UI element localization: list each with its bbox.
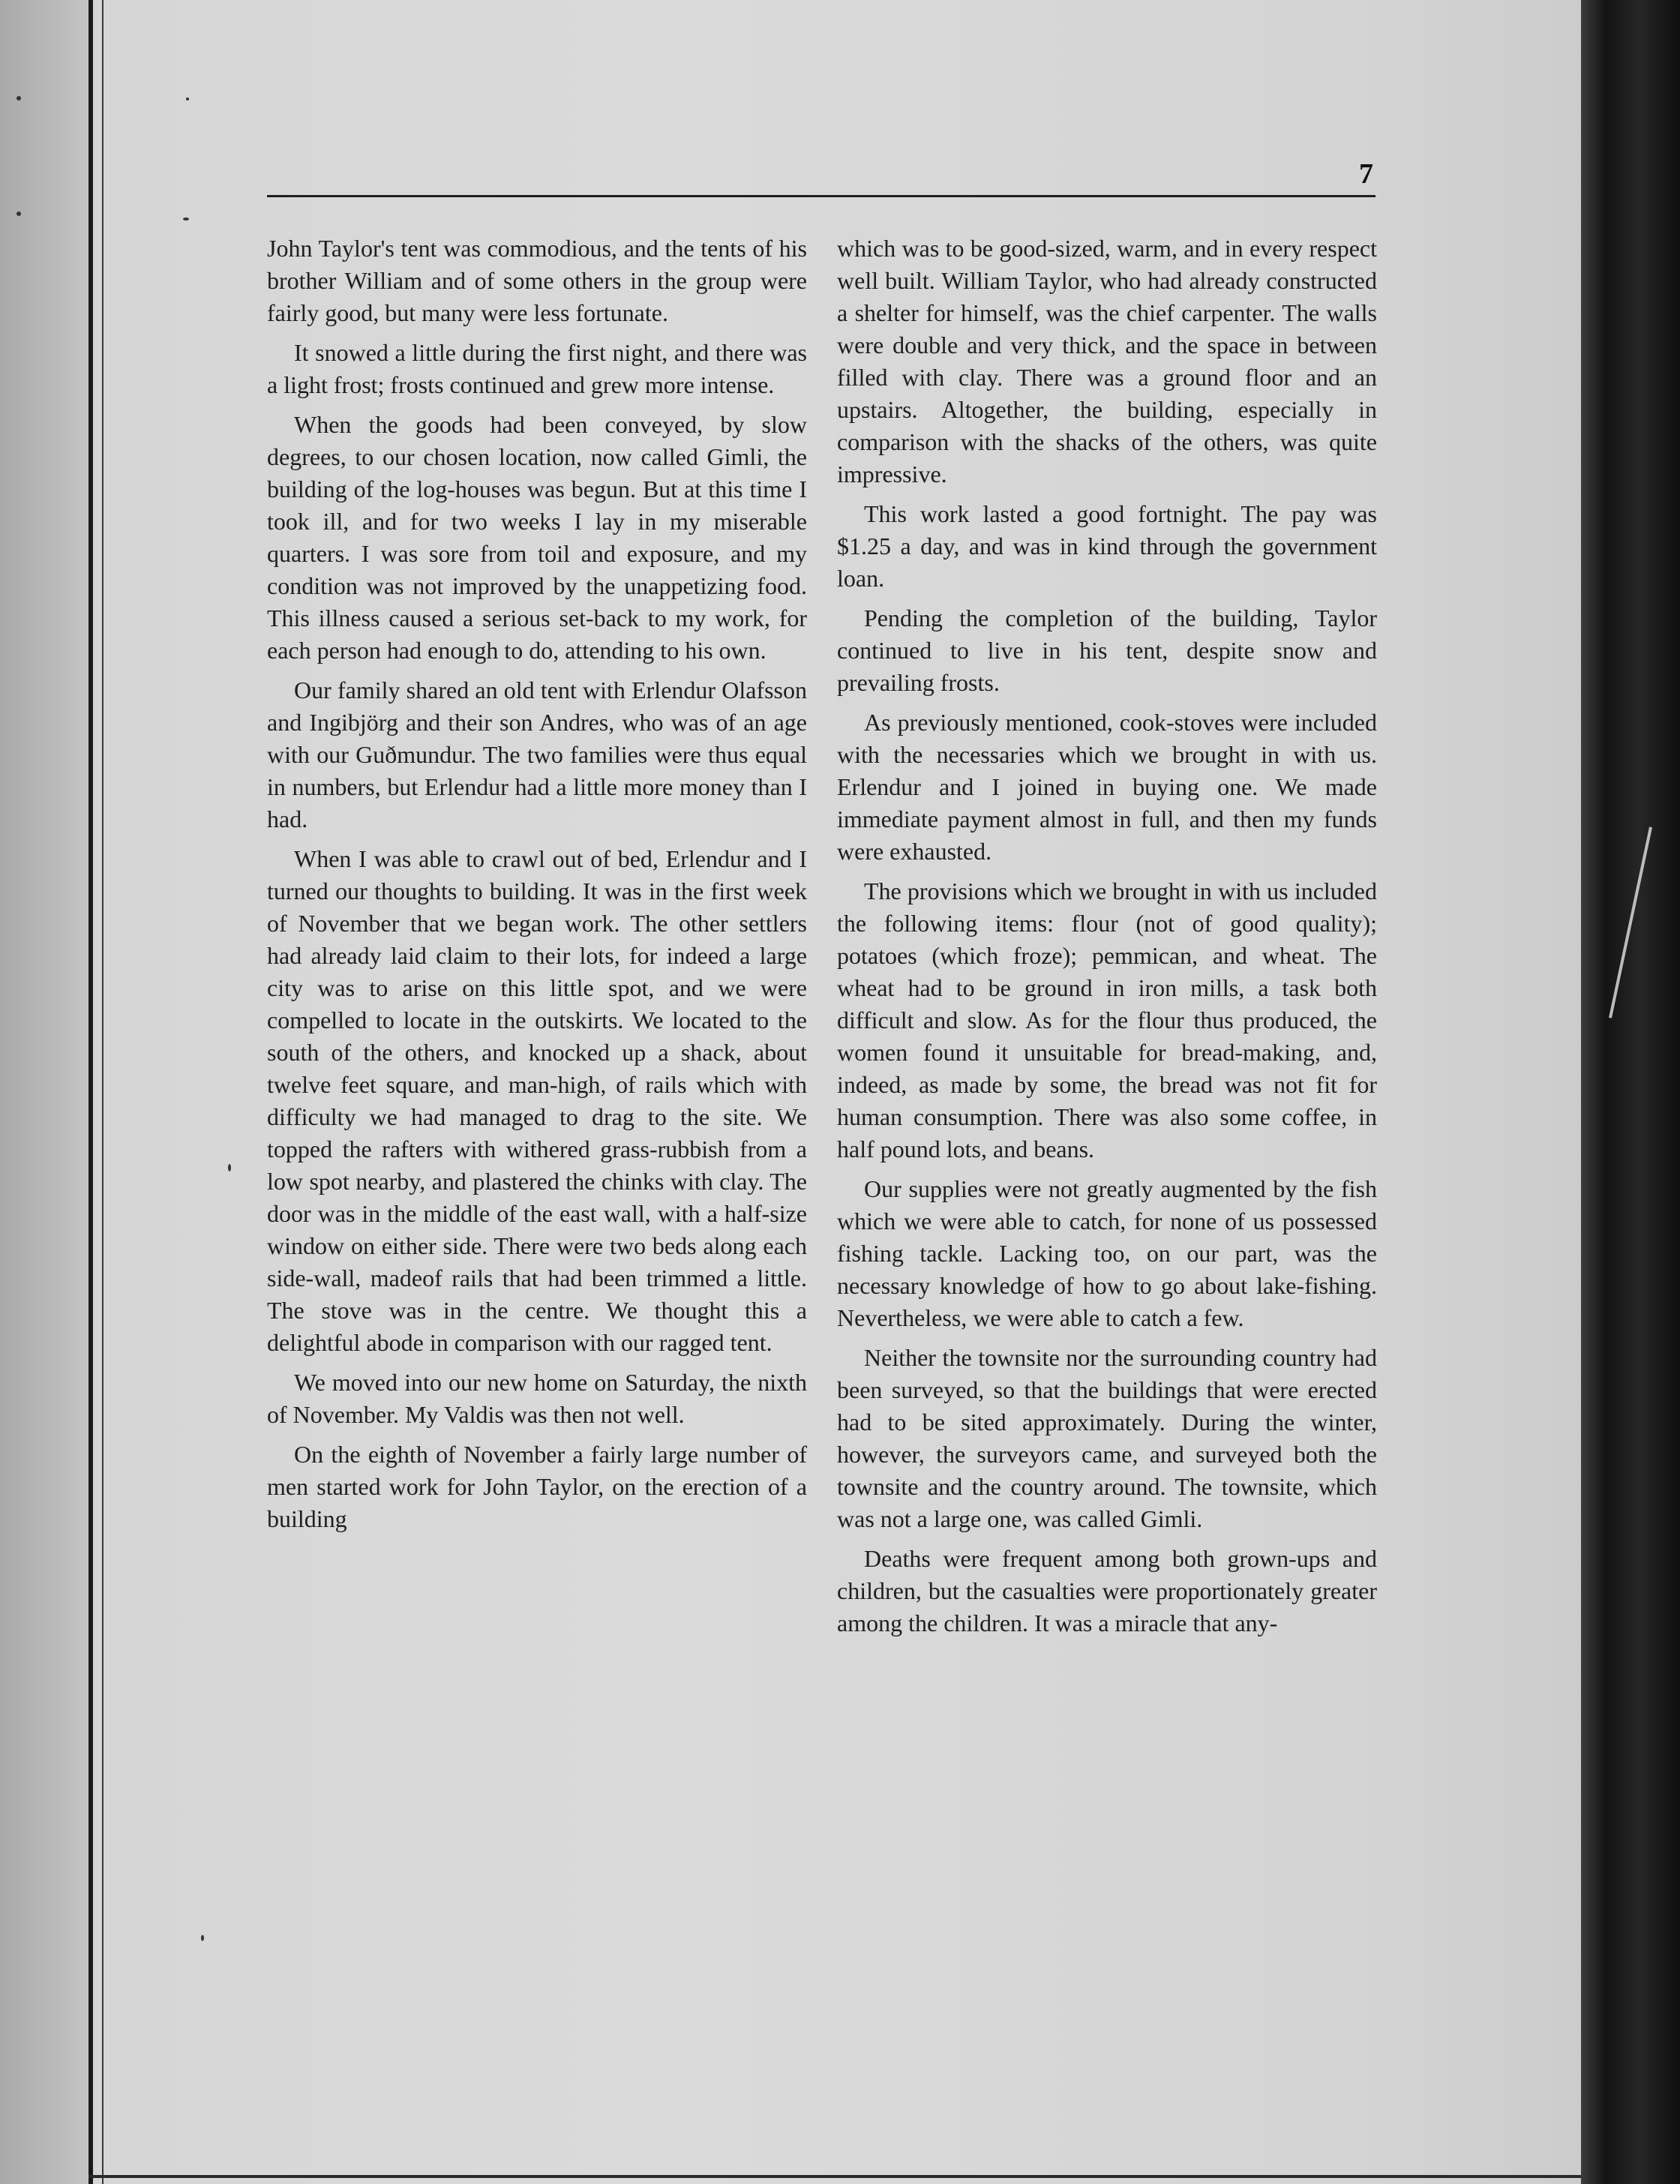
- paragraph: When the goods had been conveyed, by slow degrees, to our chosen location, now called Gimli, the building of the log-houses was begun. But at this time I took ill, and for two weeks I lay in my miserable quarters. I was sore from toil and exposure, and my condition was not improved by the unappetizing food. This illness caused a serious set-back to my work, for each person had enough to do, attending to his own.: [267, 411, 807, 664]
- left-text-column: [267, 232, 807, 1543]
- paragraph: The provisions which we brought in with us included the following items: flour (not of good quality); potatoes (which froze); pemmican, and wheat. The wheat had to be ground in iron mills, a task both difficult and slow. As for the flour thus produced, the women found it unsuitable for bread-making, and, indeed, as made by some, the bread was not fit for human consumption. There was also some coffee, in half pound lots, and beans.: [837, 878, 1377, 1162]
- paragraph-continuation: which was to be good-sized, warm, and in every respect well built. William Taylor, who had already constructed a shelter for himself, was the chief carpenter. The walls were double and very thick, and the space in between filled with clay. There was a ground floor and an upstairs. Altogether, the building, especially in comparison with the shacks of the others, was quite impressive.: [837, 235, 1377, 488]
- paragraph: Pending the completion of the building, Taylor continued to live in his tent, despite snow and prevailing frosts.: [837, 604, 1377, 696]
- binding-line-inner: [102, 0, 104, 2184]
- scan-speck: [186, 98, 189, 100]
- paragraph: This work lasted a good fortnight. The pay was $1.25 a day, and was in kind through the government loan.: [837, 500, 1377, 592]
- bottom-edge-line: [88, 2175, 1581, 2178]
- scan-speck: [16, 212, 21, 216]
- header-rule: [267, 195, 1376, 197]
- paragraph: Our supplies were not greatly augmented by the fish which we were able to catch, for none of us possessed fishing tackle. Lacking too, on our part, was the necessary knowledge of how to go about lake-fishing. Nevertheless, we were able to catch a few.: [837, 1175, 1377, 1331]
- scan-speck: [228, 1164, 231, 1172]
- paragraph: On the eighth of November a fairly large number of men started work for John Taylor, on the erection of a building: [267, 1441, 807, 1532]
- paragraph: Neither the townsite nor the surrounding country had been surveyed, so that the buildings that were erected had to be sited approximately. During the winter, however, the surveyors came, and surveyed both the townsite and the country around. The townsite, which was not a large one, was called Gimli.: [837, 1344, 1377, 1532]
- binding-line: [88, 0, 93, 2184]
- scan-speck: [183, 218, 189, 220]
- page-number: 7: [1359, 158, 1373, 190]
- right-text-column: [837, 232, 1377, 1647]
- paragraph: John Taylor's tent was commodious, and the tents of his brother William and of some others in the group were fairly good, but many were less fortunate.: [267, 235, 807, 326]
- paragraph: As previously mentioned, cook-stoves were included with the necessaries which we brought in with us. Erlendur and I joined in buying one. We made immediate payment almost in full, and then my funds were exhausted.: [837, 709, 1377, 865]
- paragraph: We moved into our new home on Saturday, the nixth of November. My Valdis was then not well.: [267, 1369, 807, 1428]
- right-dark-border: [1581, 0, 1680, 2184]
- scan-speck: [16, 96, 21, 100]
- paragraph: Deaths were frequent among both grown-ups and children, but the casualties were proportionately greater among the children. It was a miracle that any-: [837, 1545, 1377, 1636]
- paragraph: When I was able to crawl out of bed, Erlendur and I turned our thoughts to building. It was in the first week of November that we began work. The other settlers had already laid claim to their lots, for indeed a large city was to arise on this little spot, and we were compelled to locate in the outskirts. We located to the south of the others, and knocked up a shack, about twelve feet square, and man-high, of rails which with difficulty we had managed to drag to the site. We topped the rafters with withered grass-rubbish from a low spot nearby, and plastered the chinks with clay. The door was in the middle of the east wall, with a half-size window on either side. There were two beds along each side-wall, madeof rails that had been trimmed a little. The stove was in the centre. We thought this a delightful abode in comparison with our ragged tent.: [267, 845, 807, 1356]
- paragraph: It snowed a little during the first night, and there was a light frost; frosts continued and grew more intense.: [267, 339, 807, 398]
- left-margin-shadow: [0, 0, 88, 2184]
- paragraph: Our family shared an old tent with Erlendur Olafsson and Ingibjörg and their son Andres, who was of an age with our Guðmundur. The two families were thus equal in numbers, but Erlendur had a little more money than I had.: [267, 676, 807, 832]
- scan-speck: [201, 1935, 204, 1941]
